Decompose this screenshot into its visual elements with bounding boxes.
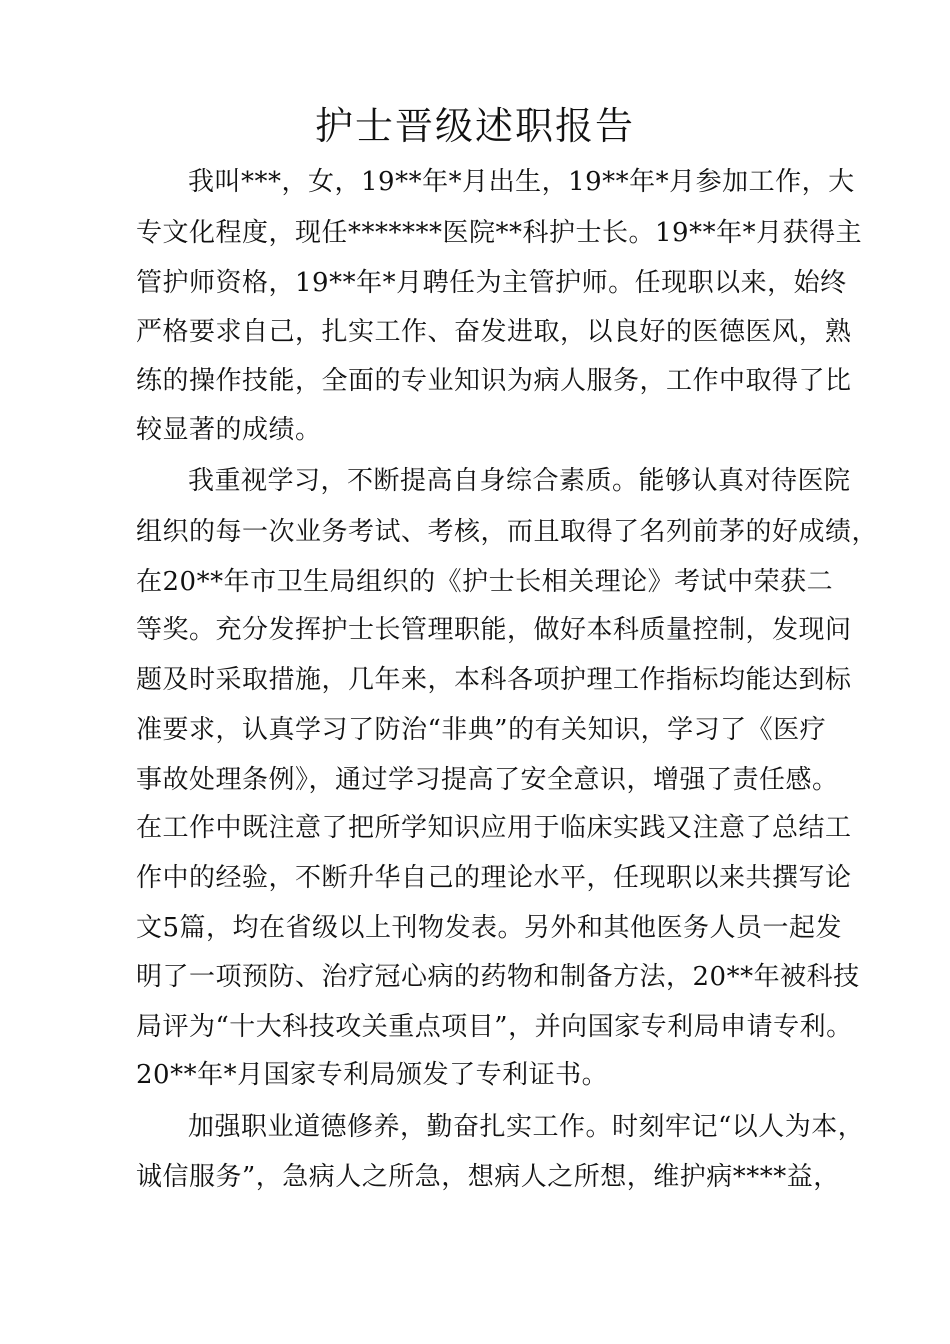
paragraph-line: 较显著的成绩。 <box>136 415 322 445</box>
paragraph-line: 题及时采取措施，几年来，本科各项护理工作指标均能达到标 <box>136 665 852 695</box>
document-title: 护士晋级述职报告 <box>314 104 635 148</box>
paragraph-line: 文5篇，均在省级以上刊物发表。另外和其他医务人员一起发 <box>136 913 843 943</box>
paragraph-line: 诚信服务”，急病人之所急，想病人之所想，维护病****益， <box>136 1162 840 1192</box>
paragraph-line: 我叫***，女，19**年*月出生，19**年*月参加工作，大 <box>188 167 855 197</box>
paragraph-line: 明了一项预防、治疗冠心病的药物和制备方法，20**年被科技 <box>136 962 860 992</box>
paragraph-line: 作中的经验，不断升华自己的理论水平，任现职以来共撰写论 <box>136 863 852 893</box>
paragraph-line: 练的操作技能，全面的专业知识为病人服务，工作中取得了比 <box>136 366 852 396</box>
paragraph-line: 在工作中既注意了把所学知识应用于临床实践又注意了总结工 <box>136 813 852 843</box>
paragraph-line: 我重视学习，不断提高自身综合素质。能够认真对待医院 <box>188 466 851 496</box>
paragraph-line: 准要求，认真学习了防治“非典”的有关知识，学习了《医疗 <box>136 715 827 745</box>
paragraph-line: 专文化程度，现任*******医院**科护士长。19**年*月获得主 <box>136 218 863 248</box>
paragraph-line: 局评为“十大科技攻关重点项目”，并向国家专利局申请专利。 <box>136 1012 853 1042</box>
paragraph-line: 严格要求自己，扎实工作、奋发进取，以良好的医德医风，熟 <box>136 317 852 347</box>
paragraph-line: 20**年*月国家专利局颁发了专利证书。 <box>136 1060 609 1090</box>
paragraph-line: 等奖。充分发挥护士长管理职能，做好本科质量控制，发现问 <box>136 615 852 645</box>
paragraph-line: 加强职业道德修养，勤奋扎实工作。时刻牢记“以人为本， <box>188 1112 865 1142</box>
paragraph-line: 组织的每一次业务考试、考核，而且取得了名列前茅的好成绩， <box>136 517 879 547</box>
paragraph-line: 管护师资格，19**年*月聘任为主管护师。任现职以来，始终 <box>136 268 847 298</box>
paragraph-line: 在20**年市卫生局组织的《护士长相关理论》考试中荣获二 <box>136 567 834 597</box>
paragraph-line: 事故处理条例》，通过学习提高了安全意识，增强了责任感。 <box>136 765 839 795</box>
